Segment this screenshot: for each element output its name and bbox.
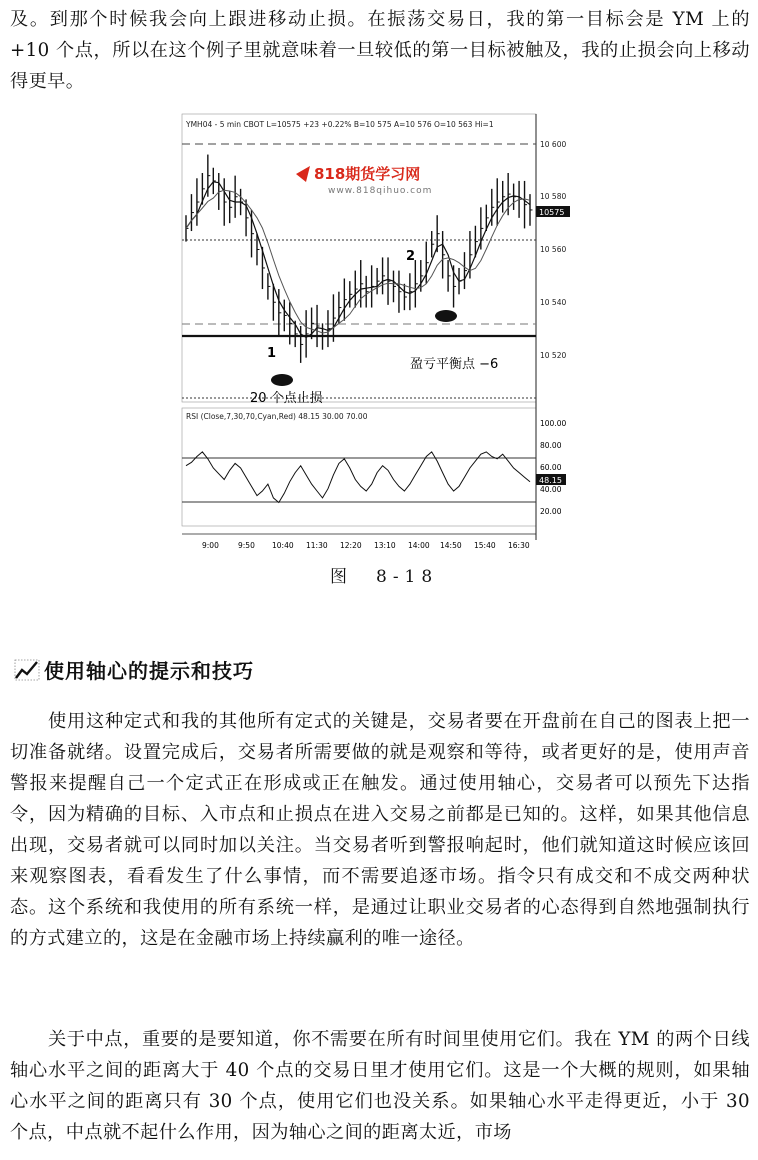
figure-8-18 — [178, 112, 578, 558]
section-title: 使用轴心的提示和技巧 — [44, 659, 254, 683]
price-label: 10 600 — [540, 140, 567, 149]
moving-average-fast — [186, 182, 530, 338]
moving-average-slow — [186, 190, 530, 333]
body-paragraph-1: 使用这种定式和我的其他所有定式的关键是，交易者要在开盘前在自己的图表上把一切准备就绪。设置完成后，交易者所需要做的就是观察和等待，或者更好的是，使用声音警报来提醒自己一个定式正在形成或正在触发。通过使用轴心，交易者可以预先下达指令，因为精确的目标、入市点和止损点在进入交易之前都是已知的。这样，如果其他信息出现，交易者就可以同时加以关注。当交易者听到警报响起时，他们就知道这时候应该回来观察图表，看看发生了什么事情，而不需要追逐市场。指令只有成交和不成交两种状态。这个系统和我使用的所有系统一样，是通过让职业交易者的心态得到自然地强制执行的方式建立的，这是在金融市场上持续赢利的唯一途径。 — [10, 711, 750, 949]
body-paragraph-2: 关于中点，重要的是要知道，你不需要在所有时间里使用它们。我在 YM 的两个日线轴心水平之间的距离大于 40 个点的交易日里才使用它们。这是一个大概的规则，如果轴心水平之间的距离只有 30 个点，使用它们也没关系。如果轴心水平走得更近，小于 30 个点，中点就不起什么作用，因为轴心之间的距离太近，市场 — [10, 1029, 750, 1143]
price-label: 10 580 — [540, 192, 567, 201]
rsi-axis-label: 40.00 — [540, 485, 562, 494]
rsi-axis-label: 100.00 — [540, 419, 567, 428]
time-axis — [202, 541, 530, 550]
watermark-brand: 818期货学习网 — [314, 165, 421, 183]
price-axis — [540, 140, 566, 360]
time-label: 15:40 — [474, 541, 496, 550]
point-2-label: 2 — [406, 249, 416, 264]
rsi-last-box: 48.15 — [539, 476, 562, 485]
time-label: 12:20 — [340, 541, 362, 550]
rsi-header: RSI (Close,7,30,70,Cyan,Red) 48.15 30.00 70.00 — [186, 412, 368, 421]
time-label: 14:50 — [440, 541, 462, 550]
time-label: 9:50 — [238, 541, 255, 550]
time-label: 10:40 — [272, 541, 294, 550]
time-label: 11:30 — [306, 541, 328, 550]
time-label: 16:30 — [508, 541, 530, 550]
stop-label: 20 个点止损 — [250, 391, 323, 406]
figure-caption: 图 8-18 — [330, 567, 439, 587]
breakeven-marker — [435, 310, 457, 322]
rsi-axis-label: 60.00 — [540, 463, 562, 472]
time-label: 14:00 — [408, 541, 430, 550]
watermark-logo-icon — [296, 166, 310, 182]
point-1-label: 1 — [267, 346, 277, 361]
time-label: 13:10 — [374, 541, 396, 550]
watermark — [296, 165, 432, 196]
price-label: 10 540 — [540, 298, 567, 307]
last-price-box: 10575 — [539, 208, 565, 217]
watermark-url: www.818qihuo.com — [328, 186, 433, 196]
rsi-axis-label: 80.00 — [540, 441, 562, 450]
trend-line-icon — [14, 659, 40, 681]
rsi-axis — [540, 419, 566, 516]
section-heading — [14, 655, 254, 684]
chart-header: YMH04 - 5 min CBOT L=10575 +23 +0.22% B=10 575 A=10 576 O=10 563 Hi=1 — [186, 120, 494, 129]
rsi-axis-label: 20.00 — [540, 507, 562, 516]
stop-marker — [271, 374, 293, 386]
price-label: 10 560 — [540, 245, 567, 254]
intro-paragraph: 及。到那个时候我会向上跟进移动止损。在振荡交易日，我的第一目标会是 YM 上的 +10 个点，所以在这个例子里就意味着一旦较低的第一目标被触及，我的止损会向上移动得更早。 — [10, 9, 750, 92]
breakeven-label: 盈亏平衡点 −6 — [410, 357, 499, 372]
price-label: 10 520 — [540, 351, 567, 360]
rsi-line — [186, 452, 530, 503]
time-label: 9:00 — [202, 541, 219, 550]
price-chart — [178, 112, 578, 558]
